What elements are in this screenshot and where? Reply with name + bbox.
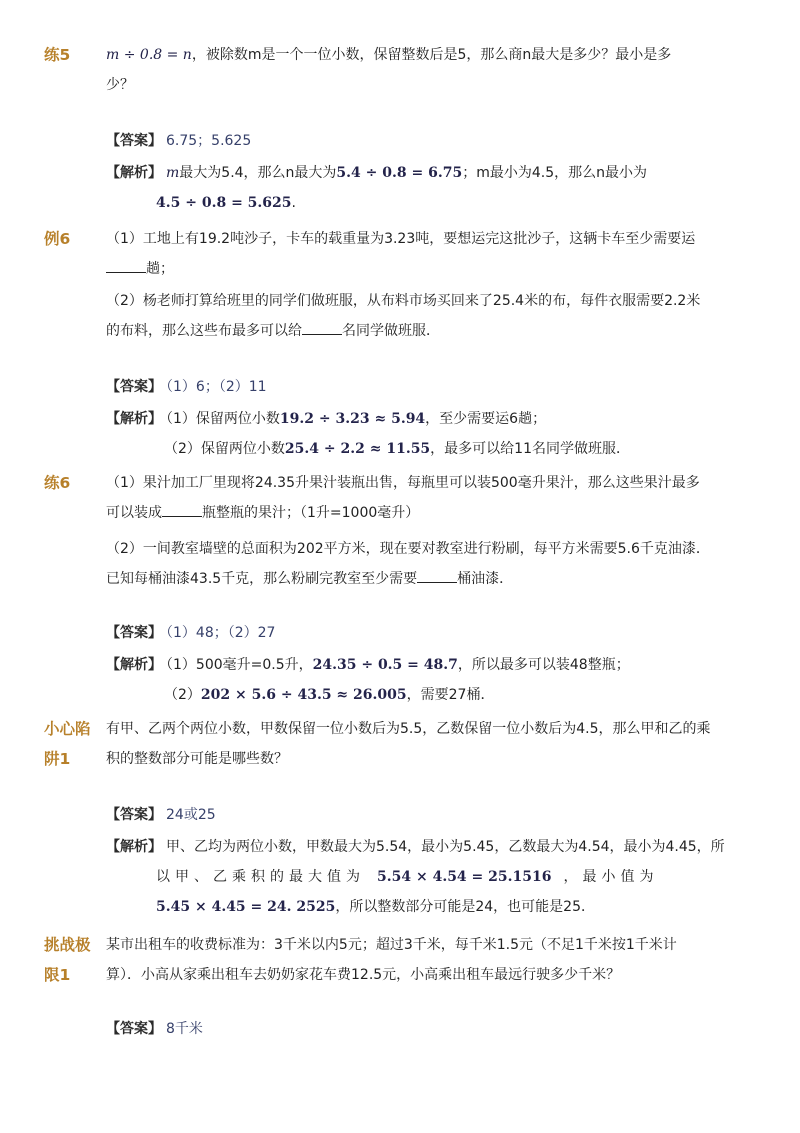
problem-label [44, 930, 100, 990]
analysis-text: ，至少需要运6趟； [425, 411, 547, 427]
answer-value: 24或25 [166, 807, 216, 823]
question-text [106, 40, 716, 100]
answer-blank[interactable] [162, 502, 202, 517]
analysis-text: （1）500毫升=0.5升， [166, 657, 313, 673]
question-line: （2）杨老师打算给班里的同学们做班服，从布料市场买回来了25.4米的布，每件衣服需要2.2米 [106, 293, 701, 309]
answer-blank[interactable] [106, 258, 146, 273]
analysis-text: ，最小值为 [563, 869, 659, 885]
question-text [106, 714, 716, 774]
analysis-tag: 【解析】 [106, 165, 162, 181]
answer-blank[interactable] [302, 320, 342, 335]
question-line: 已知每桶油漆43.5千克，那么粉刷完教室至少需要 [106, 571, 418, 587]
answer-tag: 【答案】 [106, 379, 162, 395]
answer-tag: 【答案】 [106, 133, 162, 149]
answer-line [106, 800, 716, 830]
answer-line [106, 1014, 716, 1044]
answer-value: 6.75；5.625 [166, 133, 252, 149]
analysis-tag: 【解析】 [106, 657, 162, 673]
answer-line [106, 372, 716, 402]
problem-label [44, 714, 100, 774]
question-line: （1）工地上有19.2吨沙子，卡车的载重量为3.23吨，要想运完这批沙子，这辆卡车至少需要运 [106, 231, 696, 247]
math-var: m [166, 165, 180, 181]
equation: m ÷ 0.8 = n [106, 47, 192, 63]
answer-tag: 【答案】 [106, 1021, 162, 1037]
problem-label-line: 小心陷 [44, 720, 91, 738]
question-line: ，被除数m是一个一位小数，保留整数后是5，那么商n最大是多少？最小是多 [191, 47, 672, 63]
question-line: 少？ [106, 77, 134, 93]
answer-value: 8千米 [166, 1021, 203, 1037]
question-line: 名同学做班服． [342, 323, 440, 339]
problem-label-line: 阱1 [44, 750, 71, 768]
question-line: 瓶整瓶的果汁；（1升=1000毫升） [202, 505, 420, 521]
question-line: 有甲、乙两个两位小数，甲数保留一位小数后为5.5，乙数保留一位小数后为4.5，那么甲和乙的乘 [106, 721, 711, 737]
question-text [106, 468, 716, 528]
answer-value: （1）6；（2）11 [166, 379, 267, 395]
analysis [106, 650, 716, 710]
equation: 5.54 × 4.54 = 25.1516 [377, 869, 552, 885]
analysis-tag: 【解析】 [106, 839, 162, 855]
analysis-text: ；m最小为4.5，那么n最小为 [462, 165, 647, 181]
analysis-text: 甲、乙均为两位小数，甲数最大为5.54，最小为5.45，乙数最大为4.54，最小为4.45，所 [166, 839, 725, 855]
analysis-text: . [291, 195, 296, 211]
analysis-text: ，所以最多可以装48整瓶； [457, 657, 630, 673]
question-line: 算）．小高从家乘出租车去奶奶家花车费12.5元，小高乘出租车最远行驶多少千米？ [106, 967, 621, 983]
answer-value: （1）48；（2）27 [166, 625, 276, 641]
question-line: （2）一间教室墙壁的总面积为202平方米，现在要对教室进行粉刷，每平方米需要5.6千克油漆． [106, 541, 710, 557]
problem-label: 练6 [44, 474, 71, 492]
equation: 24.35 ÷ 0.5 = 48.7 [312, 657, 458, 673]
answer-tag: 【答案】 [106, 807, 162, 823]
analysis-text: （1）保留两位小数 [166, 411, 280, 427]
analysis-text: （2）保留两位小数 [164, 441, 285, 457]
question-text [106, 286, 716, 346]
equation: 25.4 ÷ 2.2 ≈ 11.55 [284, 441, 431, 457]
analysis [106, 158, 716, 218]
question-line: 可以装成 [106, 505, 162, 521]
problem-label-line: 限1 [44, 966, 71, 984]
answer-line [106, 126, 716, 156]
question-line: 积的整数部分可能是哪些数？ [106, 751, 288, 767]
problem-label: 例6 [44, 230, 71, 248]
problem-label: 练5 [44, 46, 71, 64]
answer-line [106, 618, 716, 648]
equation: 19.2 ÷ 3.23 ≈ 5.94 [279, 411, 426, 427]
analysis-text: ，最多可以给11名同学做班服． [430, 441, 630, 457]
answer-blank[interactable] [417, 568, 457, 583]
question-text [106, 534, 716, 594]
equation: 4.5 ÷ 0.8 = 5.625 [156, 195, 292, 211]
answer-tag: 【答案】 [106, 625, 162, 641]
equation: 5.4 ÷ 0.8 = 6.75 [336, 165, 463, 181]
question-text [106, 224, 716, 284]
analysis-text: ，需要27桶． [406, 687, 495, 703]
question-text [106, 930, 716, 990]
analysis-text: ，所以整数部分可能是24，也可能是25． [335, 899, 595, 915]
analysis-text: 以甲、乙乘积的最大值为 [156, 869, 365, 885]
question-line: 某市出租车的收费标准为：3千米以内5元；超过3千米，每千米1.5元（不足1千米按1千米计 [106, 937, 677, 953]
analysis-tag: 【解析】 [106, 411, 162, 427]
analysis [106, 832, 725, 922]
question-line: 桶油漆． [457, 571, 514, 587]
analysis [106, 404, 716, 464]
question-line: （1）果汁加工厂里现将24.35升果汁装瓶出售，每瓶里可以装500毫升果汁，那么这些果汁最多 [106, 475, 700, 491]
equation: 5.45 × 4.45 = 24. 2525 [156, 899, 336, 915]
question-line: 的布料，那么这些布最多可以给 [106, 323, 302, 339]
analysis-text: （2） [164, 687, 201, 703]
problem-label-line: 挑战极 [44, 936, 91, 954]
question-line: 趟； [146, 261, 174, 277]
equation: 202 × 5.6 ÷ 43.5 ≈ 26.005 [200, 687, 407, 703]
analysis-text: 最大为5.4，那么n最大为 [179, 165, 337, 181]
